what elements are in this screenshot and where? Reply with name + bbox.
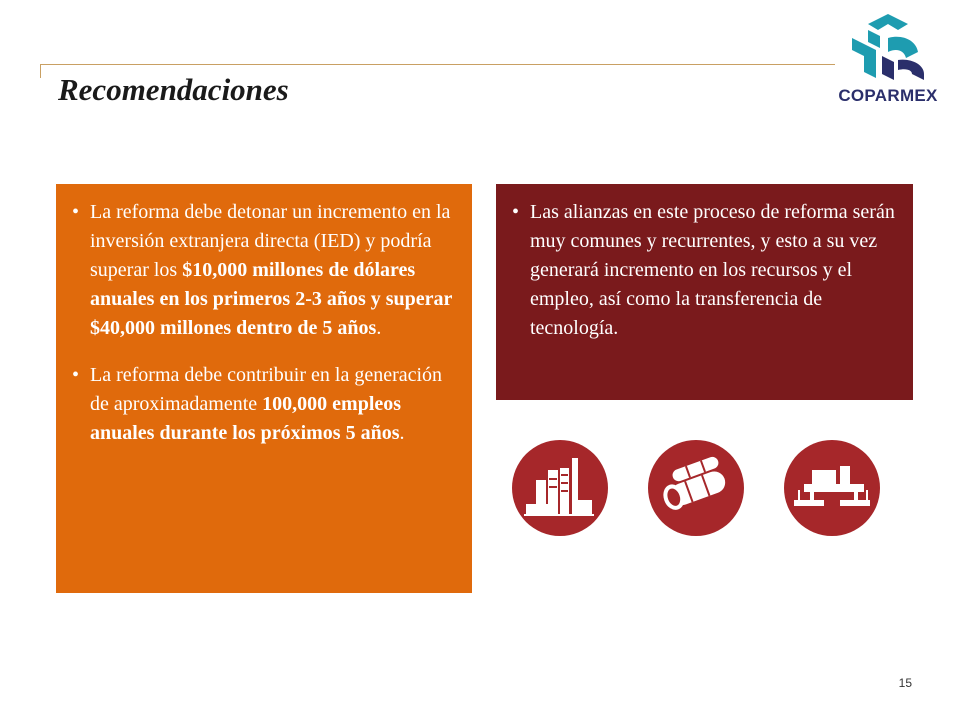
left-bullet-1: [72, 198, 454, 343]
left-bullet-2-text: La reforma debe contribuir en la generación de aproximadamente: [90, 364, 443, 415]
left-bullet-2: [72, 361, 454, 448]
left-bullet-1-end: .: [376, 317, 382, 339]
left-recommendation-box: [56, 184, 472, 593]
right-recommendation-box: [496, 184, 913, 400]
left-bullet-1-emphasis: $10,000 millones de dólares anuales en los primeros 2-3 años y superar $40,000 millones dentro de 5 años: [90, 259, 453, 339]
slide-title: Recomendaciones: [58, 72, 289, 107]
refinery-icon: [512, 440, 608, 536]
page-number: 15: [898, 676, 912, 690]
pipes-icon: [648, 440, 744, 536]
left-bullet-2-emphasis: 100,000 empleos anuales durante los próximos 5 años: [90, 393, 402, 444]
coparmex-logo: [832, 8, 944, 112]
left-bullet-2-end: .: [399, 422, 405, 444]
right-bullet-1-text: Las alianzas en este proceso de reforma serán muy comunes y recurrentes, y esto a su vez generará incremento en los recursos y el empleo, así como la transferencia de tecnología.: [530, 201, 895, 339]
right-bullet-1: [512, 198, 895, 343]
logo-wordmark: COPARMEX: [838, 86, 938, 105]
left-bullet-1-text: La reforma debe detonar un incremento en la inversión extranjera directa (IED) y podría superar los: [90, 201, 451, 281]
title-rule-vertical: [40, 64, 41, 78]
coparmex-logo-mark: [832, 8, 944, 88]
offshore-platform-icon: [784, 440, 880, 536]
title-rule-horizontal: [40, 64, 835, 65]
